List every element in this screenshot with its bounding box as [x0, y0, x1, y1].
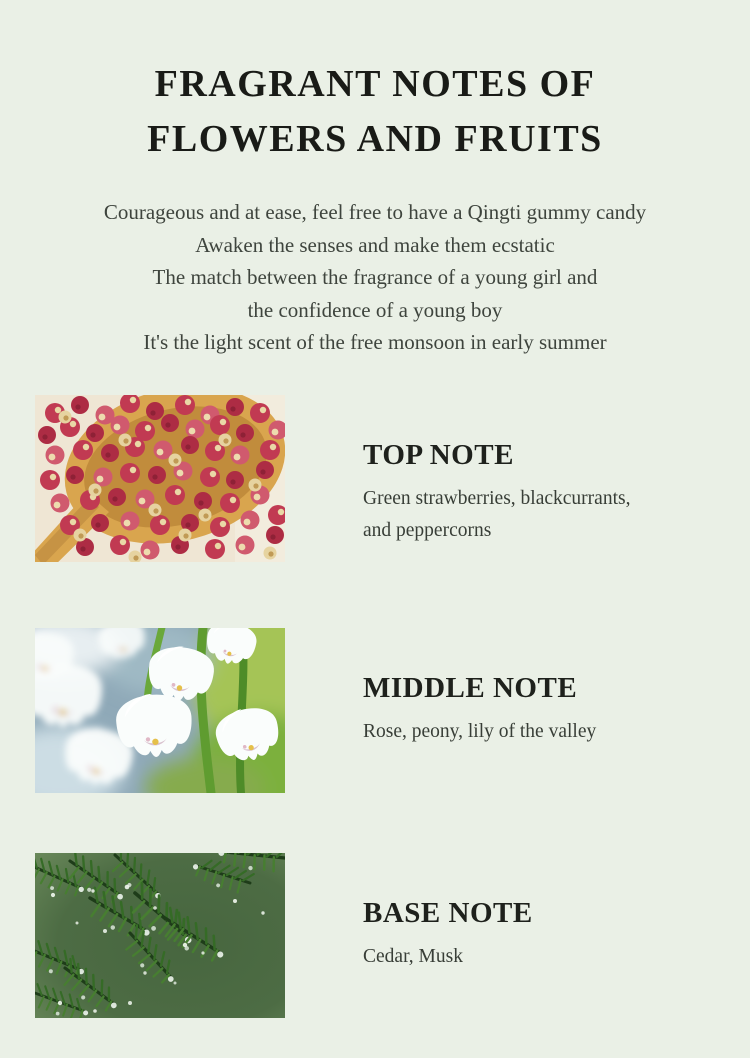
note-section-top [35, 395, 715, 562]
note-description-line: Green strawberries, blackcurrants, [363, 488, 631, 509]
cedar-branch-image [35, 853, 285, 1018]
note-title-top: TOP NOTE [363, 439, 514, 471]
intro-line: The match between the fragrance of a young girl and [152, 265, 598, 289]
note-description-top [363, 483, 630, 547]
page-title-line-2: FLOWERS AND FRUITS [147, 118, 603, 160]
lily-of-the-valley-image [35, 628, 285, 793]
peppercorns-image [35, 395, 285, 562]
intro-line: the confidence of a young boy [247, 297, 503, 322]
note-description-line: Cedar, Musk [363, 946, 463, 967]
note-description-base [363, 941, 533, 973]
note-text-base [363, 853, 533, 1018]
note-text-top [363, 395, 630, 562]
intro-line: Awaken the senses and make them ecstatic [195, 232, 555, 257]
intro-line: Courageous and at ease, feel free to have a Qingti gummy candy [103, 200, 647, 224]
note-title-middle: MIDDLE NOTE [363, 672, 578, 704]
note-section-base [35, 853, 715, 1018]
note-description-middle [363, 716, 596, 748]
intro-paragraph [0, 196, 750, 359]
note-title-base: BASE NOTE [363, 897, 533, 929]
note-description-line: Rose, peony, lily of the valley [363, 721, 597, 742]
note-section-middle [35, 628, 715, 793]
page-title [0, 57, 750, 167]
note-description-line: and peppercorns [363, 520, 492, 541]
page-title-line-1: FRAGRANT NOTES OF [154, 63, 596, 105]
intro-line: It's the light scent of the free monsoon in early summer [143, 330, 607, 354]
note-text-middle [363, 628, 596, 793]
